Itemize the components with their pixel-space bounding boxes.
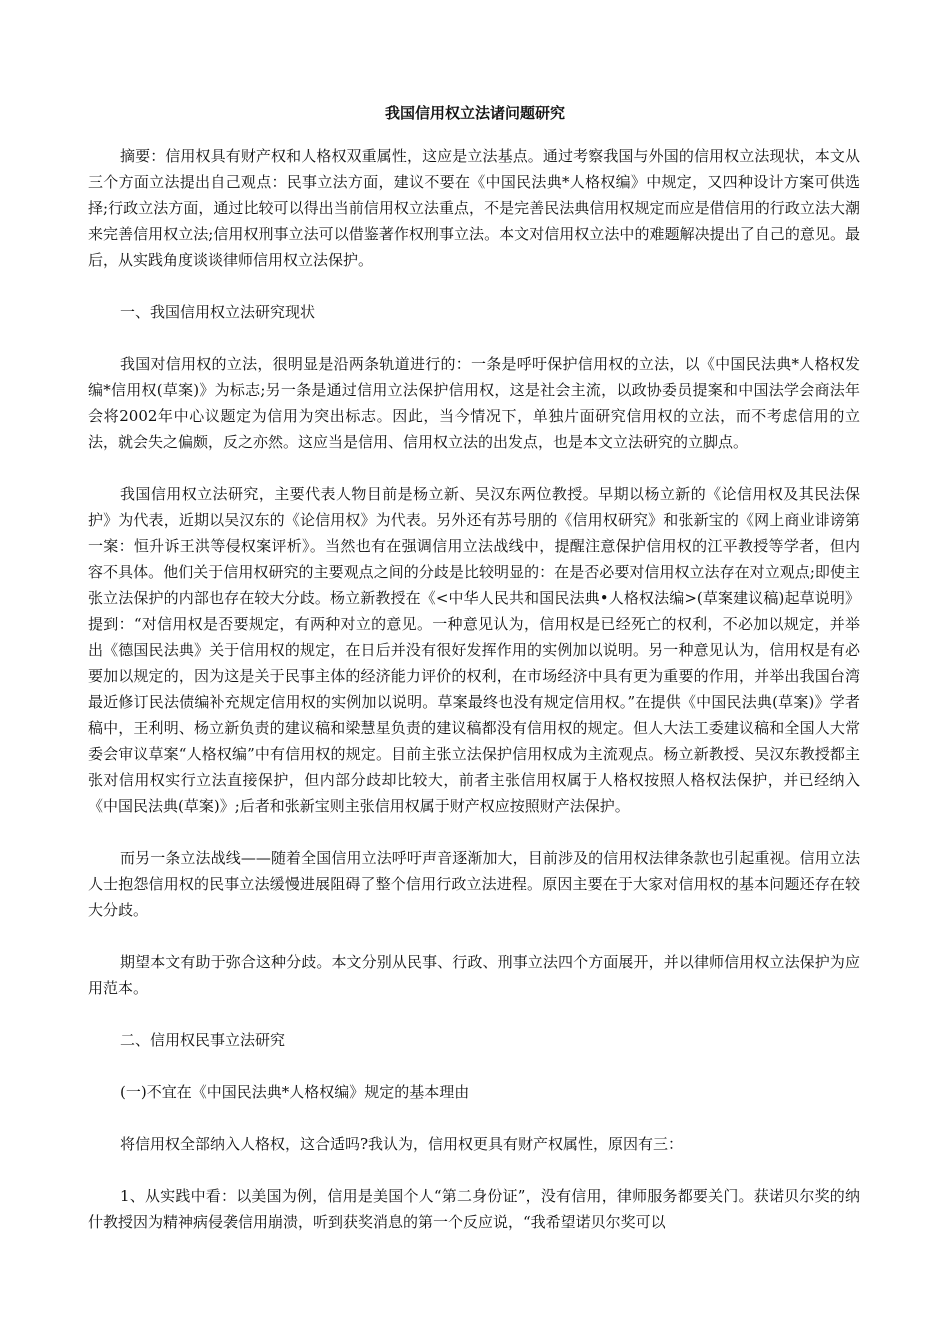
body-paragraph: 期望本文有助于弥合这种分歧。本文分别从民事、行政、刑事立法四个方面展开，并以律师信用权立法保护为应用范本。 — [88, 953, 860, 997]
subsection-heading: (一)不宜在《中国民法典*人格权编》规定的基本理由 — [120, 1083, 470, 1101]
body-paragraph: 1、从实践中看：以美国为例，信用是美国个人“第二身份证”，没有信用，律师服务都要关门。获诺贝尔奖的纳什教授因为精神病侵袭信用崩溃，听到获奖消息的第一个反应说，“我希望诺贝尔奖可以 — [88, 1187, 860, 1231]
section-heading-1: 一、我国信用权立法研究现状 — [120, 303, 316, 321]
section-heading-2: 二、信用权民事立法研究 — [120, 1031, 286, 1049]
abstract-paragraph: 摘要：信用权具有财产权和人格权双重属性，这应是立法基点。通过考察我国与外国的信用权立法现状，本文从三个方面立法提出自己观点：民事立法方面，建议不要在《中国民法典*人格权编》中规定，又四种设计方案可供选择;行政立法方面，通过比较可以得出当前信用权立法重点，不是完善民法典信用权规定而应是借信用的行政立法大潮来完善信用权立法;信用权刑事立法可以借鉴著作权刑事立法。本文对信用权立法中的难题解决提出了自己的意见。最后，从实践角度谈谈律师信用权立法保护。 — [88, 147, 860, 269]
body-paragraph: 我国信用权立法研究，主要代表人物目前是杨立新、吴汉东两位教授。早期以杨立新的《论信用权及其民法保护》为代表，近期以吴汉东的《论信用权》为代表。另外还有苏号朋的《信用权研究》和张新宝的《网上商业诽谤第一案：恒升诉王洪等侵权案评析》。当然也有在强调信用立法战线中，提醒注意保护信用权的江平教授等学者，但内容不具体。他们关于信用权研究的主要观点之间的分歧是比较明显的：在是否必要对信用权立法存在对立观点;即使主张立法保护的内部也存在较大分歧。杨立新教授在《<中华人民共和国民法典•人格权法编>(草案建议稿)起草说明》提到：“对信用权是否要规定，有两种对立的意见。一种意见认为，信用权是已经死亡的权利，不必加以规定，并举出《德国民法典》关于信用权的规定，在日后并没有很好发挥作用的实例加以说明。另一种意见认为，信用权是有必要加以规定的，因为这是关于民事主体的经济能力评价的权利，在市场经济中具有更为重要的作用，并举出我国台湾最近修订民法债编补充规定信用权的实例加以说明。草案最终也没有规定信用权。”在提供《中国民法典(草案)》学者稿中，王利明、杨立新负责的建议稿和梁慧星负责的建议稿都没有信用权的规定。但人大法工委建议稿和全国人大常委会审议草案“人格权编”中有信用权的规定。目前主张立法保护信用权成为主流观点。杨立新教授、吴汉东教授都主张对信用权实行立法直接保护，但内部分歧却比较大，前者主张信用权属于人格权按照人格权法保护，并已经纳入《中国民法典(草案)》;后者和张新宝则主张信用权属于财产权应按照财产法保护。 — [88, 485, 860, 815]
document-title: 我国信用权立法诸问题研究 — [384, 104, 565, 122]
body-paragraph: 我国对信用权的立法，很明显是沿两条轨道进行的：一条是呼吁保护信用权的立法，以《中国民法典*人格权发编*信用权(草案)》为标志;另一条是通过信用立法保护信用权，这是社会主流，以政协委员提案和中国法学会商法年会将2002年中心议题定为信用为突出标志。因此，当今情况下，单独片面研究信用权的立法，而不考虑信用的立法，就会失之偏颇，反之亦然。这应当是信用、信用权立法的出发点，也是本文立法研究的立脚点。 — [88, 355, 860, 451]
document-body — [88, 143, 860, 1261]
body-paragraph: 将信用权全部纳入人格权，这合适吗?我认为，信用权更具有财产权属性，原因有三： — [120, 1135, 684, 1153]
body-paragraph: 而另一条立法战线——随着全国信用立法呼吁声音逐渐加大，目前涉及的信用权法律条款也引起重视。信用立法人士抱怨信用权的民事立法缓慢进展阻碍了整个信用行政立法进程。原因主要在于大家对信用权的基本问题还存在较大分歧。 — [88, 849, 860, 919]
